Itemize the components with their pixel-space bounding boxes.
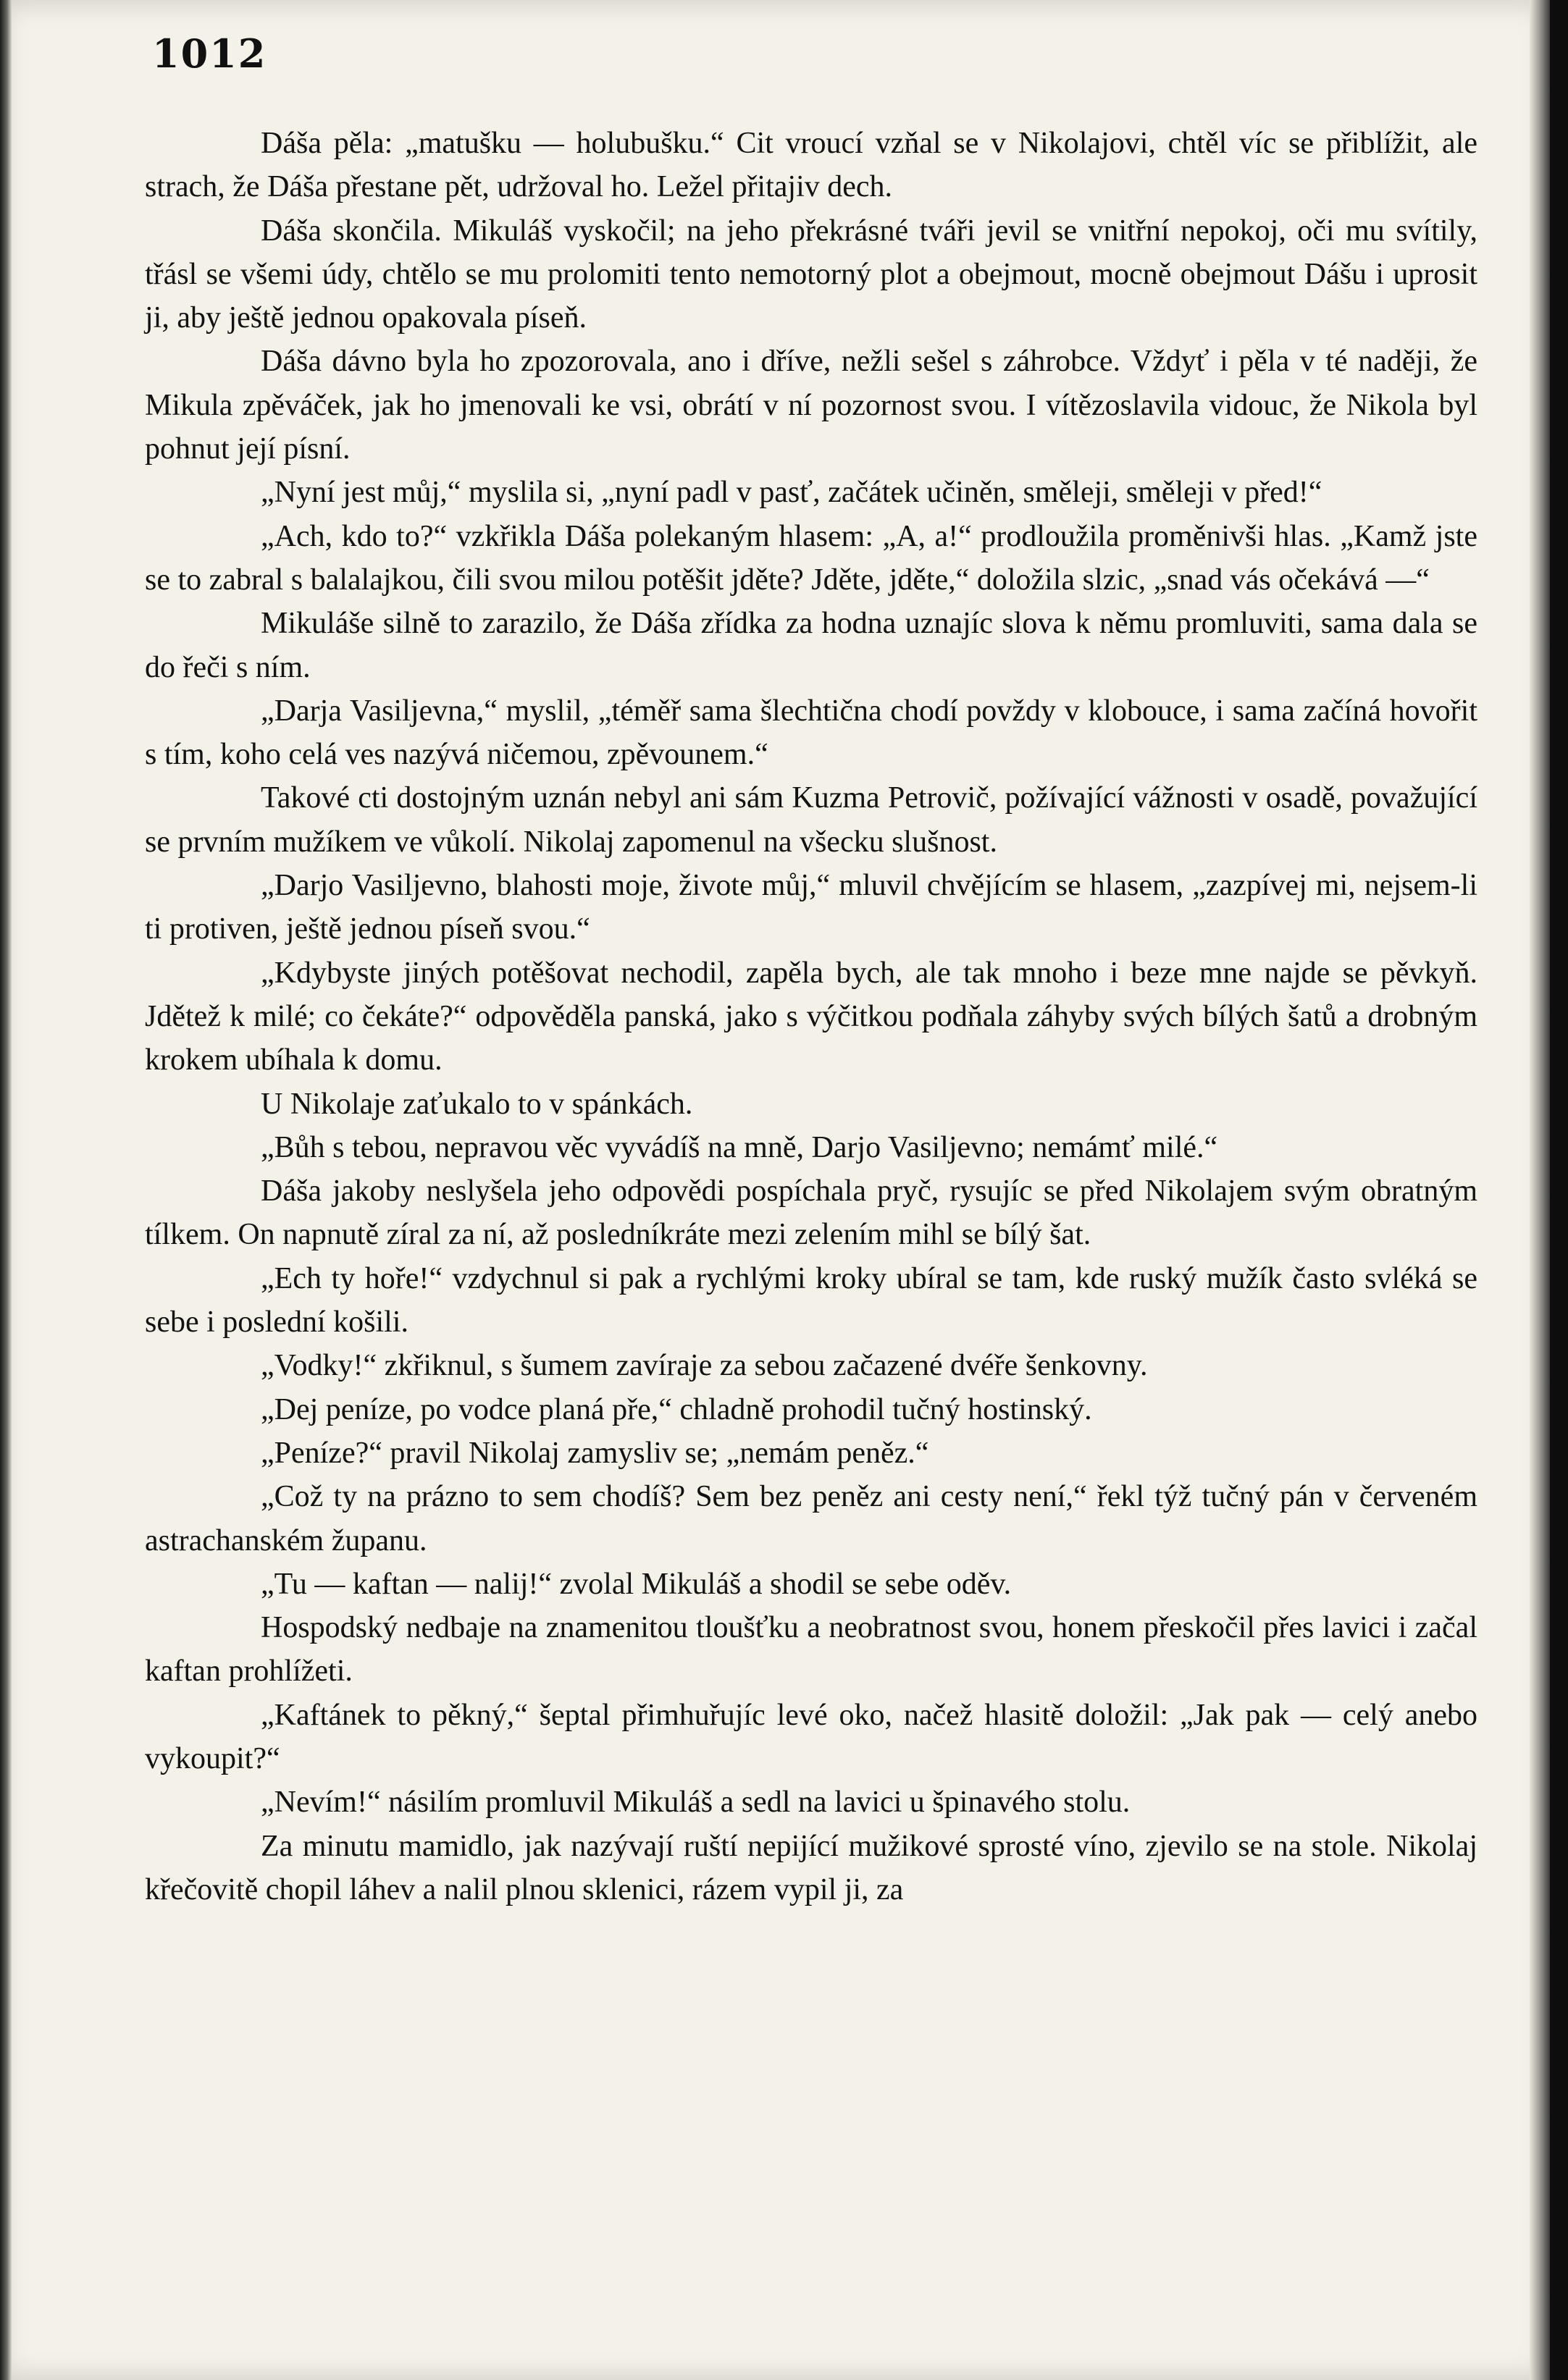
paragraph: Dáša pěla: „matušku — holubušku.“ Cit vroucí vzňal se v Nikolajovi, chtěl víc se přiblížit, ale strach, že Dáša přestane pět, udržoval ho. Ležel přitajiv dech. [145, 127, 1477, 204]
paragraph: „Nyní jest můj,“ myslila si, „nyní padl v pasť, začátek učiněn, směleji, směleji v před!“ [261, 476, 1322, 510]
paragraph: „Nevím!“ násilím promluvil Mikuláš a sedl na lavici u špinavého stolu. [261, 1786, 1131, 1820]
paragraph: „Darjo Vasiljevno, blahosti moje, živote můj,“ mluvil chvějícím se hlasem, „zazpívej mi, nejsem-li ti protiven, ještě jednou píseň svou.“ [145, 869, 1477, 946]
paragraph: Hospodský nedbaje na znamenitou tloušťku a neobratnost svou, honem přeskočil přes lavici i začal kaftan prohlížeti. [145, 1611, 1477, 1689]
page-edge-right [1530, 0, 1550, 2380]
paragraph: Za minutu mamidlo, jak nazývají ruští nepijící mužikové sprosté víno, zjevilo se na stole. Nikolaj křečovitě chopil láhev a nalil plnou sklenici, rázem vypil ji, za [145, 1829, 1477, 1906]
page-number: 1012 [152, 30, 267, 77]
page-edge-left [0, 0, 12, 2380]
paragraph: U Nikolaje zaťukalo to v spánkách. [261, 1087, 693, 1121]
paragraph: Dáša jakoby neslyšela jeho odpovědi pospíchala pryč, rysujíc se před Nikolajem svým obratným tílkem. On napnutě zíral za ní, až posledníkráte mezi zelením mihl se bílý šat. [145, 1174, 1477, 1252]
paragraph: Dáša skončila. Mikuláš vyskočil; na jeho překrásné tváři jevil se vnitřní nepokoj, oči mu svítily, třásl se všemi údy, chtělo se mu prolomiti tento nemotorný plot a obejmout, mocně obejmout Dášu i uprosit ji, aby ještě jednou opakovala píseň. [145, 214, 1477, 335]
paragraph: „Ech ty hoře!“ vzdychnul si pak a rychlými kroky ubíral se tam, kde ruský mužík často svléká se sebe i poslední košili. [145, 1261, 1477, 1340]
paragraph: Dáša dávno byla ho zpozorovala, ano i dříve, nežli sešel s záhrobce. Vždyť i pěla v té naději, že Mikula zpěváček, jak ho jmenovali ke vsi, obrátí v ní pozornost svou. I vítězoslavila vidouc, že Nikola byl pohnut její písní. [145, 345, 1477, 466]
paragraph: Takové cti dostojným uznán nebyl ani sám Kuzma Petrovič, požívající vážnosti v osadě, považující se prvním mužíkem ve vůkolí. Nikolaj zapomenul na všecku slušnost. [145, 781, 1477, 859]
paragraph: „Vodky!“ zkřiknul, s šumem zavíraje za sebou začazené dvéře šenkovny. [261, 1349, 1148, 1383]
body-text [145, 122, 1477, 1912]
paragraph: „Bůh s tebou, nepravou věc vyvádíš na mně, Darjo Vasiljevno; nemámť milé.“ [261, 1130, 1218, 1164]
paragraph: „Darja Vasiljevna,“ myslil, „téměř sama šlechtična chodí povždy v klobouce, i sama začíná hovořit s tím, koho celá ves nazývá ničemou, zpěvounem.“ [145, 694, 1477, 772]
paragraph: „Což ty na prázno to sem chodíš? Sem bez peněz ani cesty není,“ řekl týž tučný pán v červeném astrachanském županu. [145, 1480, 1477, 1557]
paragraph: „Ach, kdo to?“ vzkřikla Dáša polekaným hlasem: „A, a!“ prodloužila proměnivši hlas. „Kamž jste se to zabral s balalajkou, čili svou milou potěšit jděte? Jděte, jděte,“ doložila slzic, „snad vás očekává —“ [145, 519, 1477, 597]
paragraph: „Kaftánek to pěkný,“ šeptal přimhuřujíc levé oko, načež hlasitě doložil: „Jak pak — celý anebo vykoupit?“ [145, 1698, 1477, 1775]
paragraph: Mikuláše silně to zarazilo, že Dáša zřídka za hodna uznajíc slova k němu promluviti, sama dala se do řeči s ním. [145, 607, 1477, 684]
paragraph: „Peníze?“ pravil Nikolaj zamysliv se; „nemám peněz.“ [261, 1436, 929, 1470]
paragraph: „Tu — kaftan — nalij!“ zvolal Mikuláš a shodil se sebe oděv. [261, 1567, 1012, 1601]
paragraph: „Dej peníze, po vodce planá pře,“ chladně prohodil tučný hostinský. [261, 1392, 1092, 1426]
paragraph: „Kdybyste jiných potěšovat nechodil, zapěla bych, ale tak mnoho i beze mne najde se pěvkyň. Jdětež k milé; co čekáte?“ odpověděla panská, jako s výčitkou podňala záhyby svých bílých šatů a drobným krokem ubíhala k domu. [145, 956, 1477, 1077]
